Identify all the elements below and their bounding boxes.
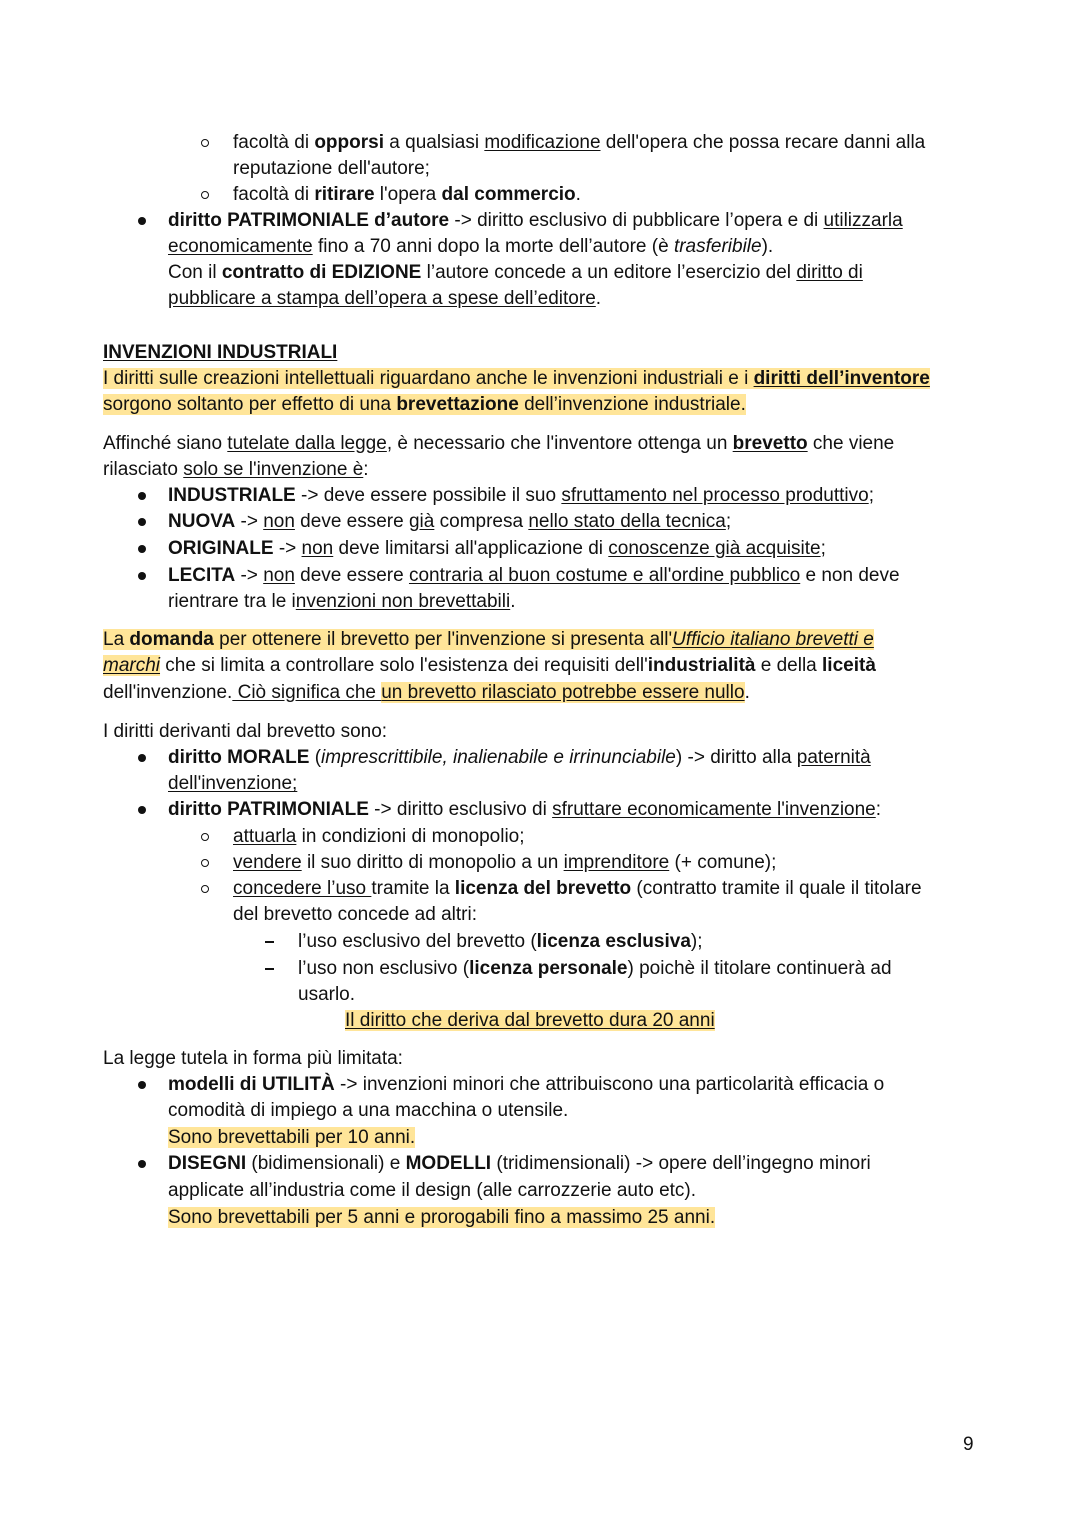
text: deve limitarsi all'applicazione di bbox=[333, 538, 609, 559]
text: -> bbox=[235, 511, 264, 532]
text: l’uso non esclusivo ( bbox=[298, 958, 470, 979]
text: diritto PATRIMONIALE d’autore bbox=[168, 210, 450, 231]
text: contraria al buon costume e all'ordine pubblico bbox=[408, 565, 801, 586]
requirement-item bbox=[168, 483, 874, 509]
text: domanda bbox=[129, 629, 214, 650]
text: imprescrittibile, inalienabile e irrinunciabile bbox=[321, 747, 676, 768]
text: fino a 70 anni dopo la morte dell’autore (è bbox=[312, 236, 674, 257]
text: -> invenzioni minori che attribuiscono una particolarità efficacia o bbox=[334, 1074, 885, 1095]
text: deve essere bbox=[294, 511, 409, 532]
text: dell'opera che possa recare danni alla bbox=[600, 132, 926, 153]
text: : bbox=[363, 459, 369, 480]
bullet-icon bbox=[138, 492, 146, 500]
text: Con il bbox=[168, 262, 222, 283]
text-line bbox=[103, 457, 369, 483]
text: : bbox=[875, 799, 882, 820]
text: , è necessario che l'inventore ottenga un bbox=[386, 433, 733, 454]
text: facoltà di bbox=[233, 184, 315, 205]
text: licenza del brevetto bbox=[454, 878, 632, 899]
text: (contratto tramite il quale il titolare bbox=[631, 878, 922, 899]
text: -> bbox=[235, 565, 264, 586]
requirement-item bbox=[168, 563, 900, 589]
text: (+ comune); bbox=[669, 852, 777, 873]
text: che si limita a controllare solo l'esistenza dei requisiti dell' bbox=[160, 655, 648, 676]
text: in condizioni di monopolio; bbox=[296, 826, 525, 847]
text-line bbox=[233, 824, 525, 850]
text: -> diritto esclusivo di bbox=[368, 799, 553, 820]
text: Sono brevettabili per 10 anni. bbox=[168, 1127, 416, 1148]
text: rientrare tra le i bbox=[168, 591, 296, 612]
text: l’autore concede a un editore l’esercizio del bbox=[421, 262, 797, 283]
text: contratto di EDIZIONE bbox=[221, 262, 422, 283]
text-line bbox=[298, 956, 892, 982]
text: I diritti sulle creazioni intellettuali riguardano anche le invenzioni industriali e i bbox=[103, 368, 754, 389]
text: che viene bbox=[807, 433, 895, 454]
text: l’uso esclusivo del brevetto ( bbox=[298, 931, 537, 952]
text: -> bbox=[273, 538, 302, 559]
text: conoscenze già acquisite bbox=[608, 538, 821, 559]
text: utilizzarla bbox=[823, 210, 903, 231]
text: attuarla bbox=[233, 826, 297, 847]
text: ; bbox=[725, 511, 732, 532]
text-line bbox=[103, 653, 876, 679]
text: comodità di impiego a una macchina o utensile. bbox=[168, 1100, 569, 1121]
text: non bbox=[263, 511, 295, 532]
text: modelli di UTILITÀ bbox=[168, 1074, 335, 1095]
text: non bbox=[263, 565, 295, 586]
bullet-icon bbox=[138, 754, 146, 762]
duration-note: Il diritto che deriva dal brevetto dura 20 anni bbox=[345, 1010, 715, 1031]
text: opporsi bbox=[314, 132, 384, 153]
text-line bbox=[168, 771, 297, 797]
text: ritirare bbox=[314, 184, 375, 205]
text: ); bbox=[690, 931, 703, 952]
text: NUOVA bbox=[168, 511, 236, 532]
text-line bbox=[233, 902, 477, 928]
text: pubblicare a stampa dell’opera a spese dell’editore bbox=[168, 288, 596, 309]
text: liceità bbox=[822, 655, 876, 676]
text-line bbox=[168, 745, 871, 771]
text: già bbox=[408, 511, 435, 532]
text: tramite la bbox=[371, 878, 455, 899]
text-line bbox=[233, 850, 776, 876]
text: . bbox=[575, 184, 581, 205]
text: imprenditore bbox=[563, 852, 670, 873]
text-line bbox=[168, 208, 903, 234]
text: dell'invenzione; bbox=[168, 773, 298, 794]
requirement-item bbox=[168, 536, 826, 562]
bullet-icon bbox=[138, 518, 146, 526]
bullet-icon bbox=[138, 806, 146, 814]
text-line bbox=[168, 260, 863, 286]
text-line bbox=[168, 1205, 715, 1231]
text: diritto PATRIMONIALE bbox=[168, 799, 369, 820]
text: I diritti derivanti dal brevetto sono: bbox=[103, 721, 388, 742]
text: modificazione bbox=[484, 132, 601, 153]
text-line bbox=[103, 431, 894, 457]
text: marchi bbox=[103, 655, 161, 676]
text: applicate all’industria come il design (alle carrozzerie auto etc). bbox=[168, 1180, 697, 1201]
text: . bbox=[510, 591, 516, 612]
text: . bbox=[595, 288, 602, 309]
heading-text: INVENZIONI INDUSTRIALI bbox=[103, 342, 338, 363]
text: licenza personale bbox=[469, 958, 628, 979]
bullet-icon bbox=[138, 1081, 146, 1089]
text: del brevetto concede ad altri: bbox=[233, 904, 477, 925]
text-line bbox=[168, 1072, 884, 1098]
text: brevettazione bbox=[396, 394, 519, 415]
text-line bbox=[103, 392, 746, 418]
text-line bbox=[168, 1151, 871, 1177]
text: ORIGINALE bbox=[168, 538, 274, 559]
bullet-icon bbox=[138, 545, 146, 553]
page-number: 9 bbox=[963, 1434, 974, 1455]
text: brevetto bbox=[732, 433, 808, 454]
bullet-icon bbox=[138, 572, 146, 580]
text: deve essere bbox=[294, 565, 409, 586]
text: tutelate dalla legge bbox=[227, 433, 387, 454]
text: a qualsiasi bbox=[384, 132, 485, 153]
text: un brevetto rilasciato potrebbe essere nullo bbox=[381, 682, 745, 703]
text: nello stato della tecnica bbox=[528, 511, 726, 532]
text: Sono brevettabili per 5 anni e prorogabili fino a massimo 25 anni. bbox=[168, 1207, 716, 1228]
text: solo se l'invenzione è bbox=[183, 459, 364, 480]
text-line bbox=[103, 680, 750, 706]
dash-bullet-icon bbox=[265, 941, 274, 943]
circle-bullet-icon bbox=[201, 859, 209, 867]
text: (tridimensionali) -> opere dell’ingegno minori bbox=[491, 1153, 871, 1174]
text: reputazione dell'autore; bbox=[233, 158, 430, 179]
text: trasferibile bbox=[673, 236, 762, 257]
text-line bbox=[168, 589, 515, 615]
text: non bbox=[301, 538, 334, 559]
text-line bbox=[103, 366, 930, 392]
text: diritto MORALE bbox=[168, 747, 310, 768]
text: sfruttamento nel processo produttivo bbox=[561, 485, 869, 506]
section-heading bbox=[103, 340, 337, 366]
requirement-item bbox=[168, 509, 731, 535]
text: l'opera bbox=[374, 184, 442, 205]
text-line bbox=[233, 182, 581, 208]
text: Ufficio italiano brevetti e bbox=[672, 629, 874, 650]
bullet-icon bbox=[138, 1160, 146, 1168]
text: sorgono soltanto per effetto di una bbox=[103, 394, 397, 415]
text-line bbox=[103, 1046, 403, 1072]
text: industrialità bbox=[647, 655, 756, 676]
text: facoltà di bbox=[233, 132, 315, 153]
text-line bbox=[233, 156, 430, 182]
text: dell’invenzione industriale. bbox=[518, 394, 746, 415]
text: -> deve essere possibile il suo bbox=[295, 485, 562, 506]
text: licenza esclusiva bbox=[536, 931, 691, 952]
dash-bullet-icon bbox=[265, 968, 274, 970]
text-line bbox=[168, 1125, 415, 1151]
text: ; bbox=[820, 538, 826, 559]
text: dal commercio bbox=[441, 184, 576, 205]
text-line bbox=[103, 719, 387, 745]
text: LECITA bbox=[168, 565, 236, 586]
text: ( bbox=[309, 747, 322, 768]
text-line bbox=[168, 286, 601, 312]
text-line bbox=[168, 797, 881, 823]
circle-bullet-icon bbox=[201, 833, 209, 841]
text: ). bbox=[761, 236, 774, 257]
text: DISEGNI bbox=[168, 1153, 247, 1174]
text: per ottenere il brevetto per l'invenzione si presenta all' bbox=[213, 629, 673, 650]
text: MODELLI bbox=[405, 1153, 492, 1174]
circle-bullet-icon bbox=[201, 885, 209, 893]
text: il suo diritto di monopolio a un bbox=[301, 852, 564, 873]
text-line bbox=[168, 1178, 696, 1204]
text: rilasciato bbox=[103, 459, 184, 480]
text: . bbox=[744, 682, 750, 703]
text: La legge tutela in forma più limitata: bbox=[103, 1048, 403, 1069]
text: nvenzioni non brevettabili bbox=[295, 591, 511, 612]
text-line bbox=[103, 627, 874, 653]
bullet-icon bbox=[138, 217, 146, 225]
text: -> diritto esclusivo di pubblicare l’opera e di bbox=[449, 210, 824, 231]
circle-bullet-icon bbox=[201, 191, 209, 199]
text: sfruttare economicamente l'invenzione bbox=[552, 799, 876, 820]
text: e della bbox=[755, 655, 823, 676]
text: Affinché siano bbox=[103, 433, 228, 454]
text: compresa bbox=[434, 511, 529, 532]
text: ; bbox=[868, 485, 874, 506]
text: (bidimensionali) e bbox=[246, 1153, 406, 1174]
text: economicamente bbox=[168, 236, 313, 257]
text: usarlo. bbox=[298, 984, 356, 1005]
text-line bbox=[298, 929, 703, 955]
text-line bbox=[233, 876, 922, 902]
text: dell'invenzione. bbox=[103, 682, 233, 703]
text: vendere bbox=[233, 852, 302, 873]
text: diritto di bbox=[796, 262, 863, 283]
text: ) -> diritto alla bbox=[675, 747, 797, 768]
text-line bbox=[298, 982, 355, 1008]
text: INDUSTRIALE bbox=[168, 485, 296, 506]
text-line bbox=[168, 1098, 568, 1124]
text-line bbox=[233, 130, 925, 156]
text: paternità bbox=[796, 747, 871, 768]
text-line bbox=[345, 1008, 715, 1034]
text: ) poichè il titolare continuerà ad bbox=[627, 958, 892, 979]
text: diritti dell’inventore bbox=[753, 368, 930, 389]
text: e non deve bbox=[800, 565, 900, 586]
text: Ciò significa che bbox=[232, 682, 382, 703]
circle-bullet-icon bbox=[201, 139, 209, 147]
text-line bbox=[168, 234, 773, 260]
text: La bbox=[103, 629, 130, 650]
text: concedere l’uso bbox=[233, 878, 372, 899]
